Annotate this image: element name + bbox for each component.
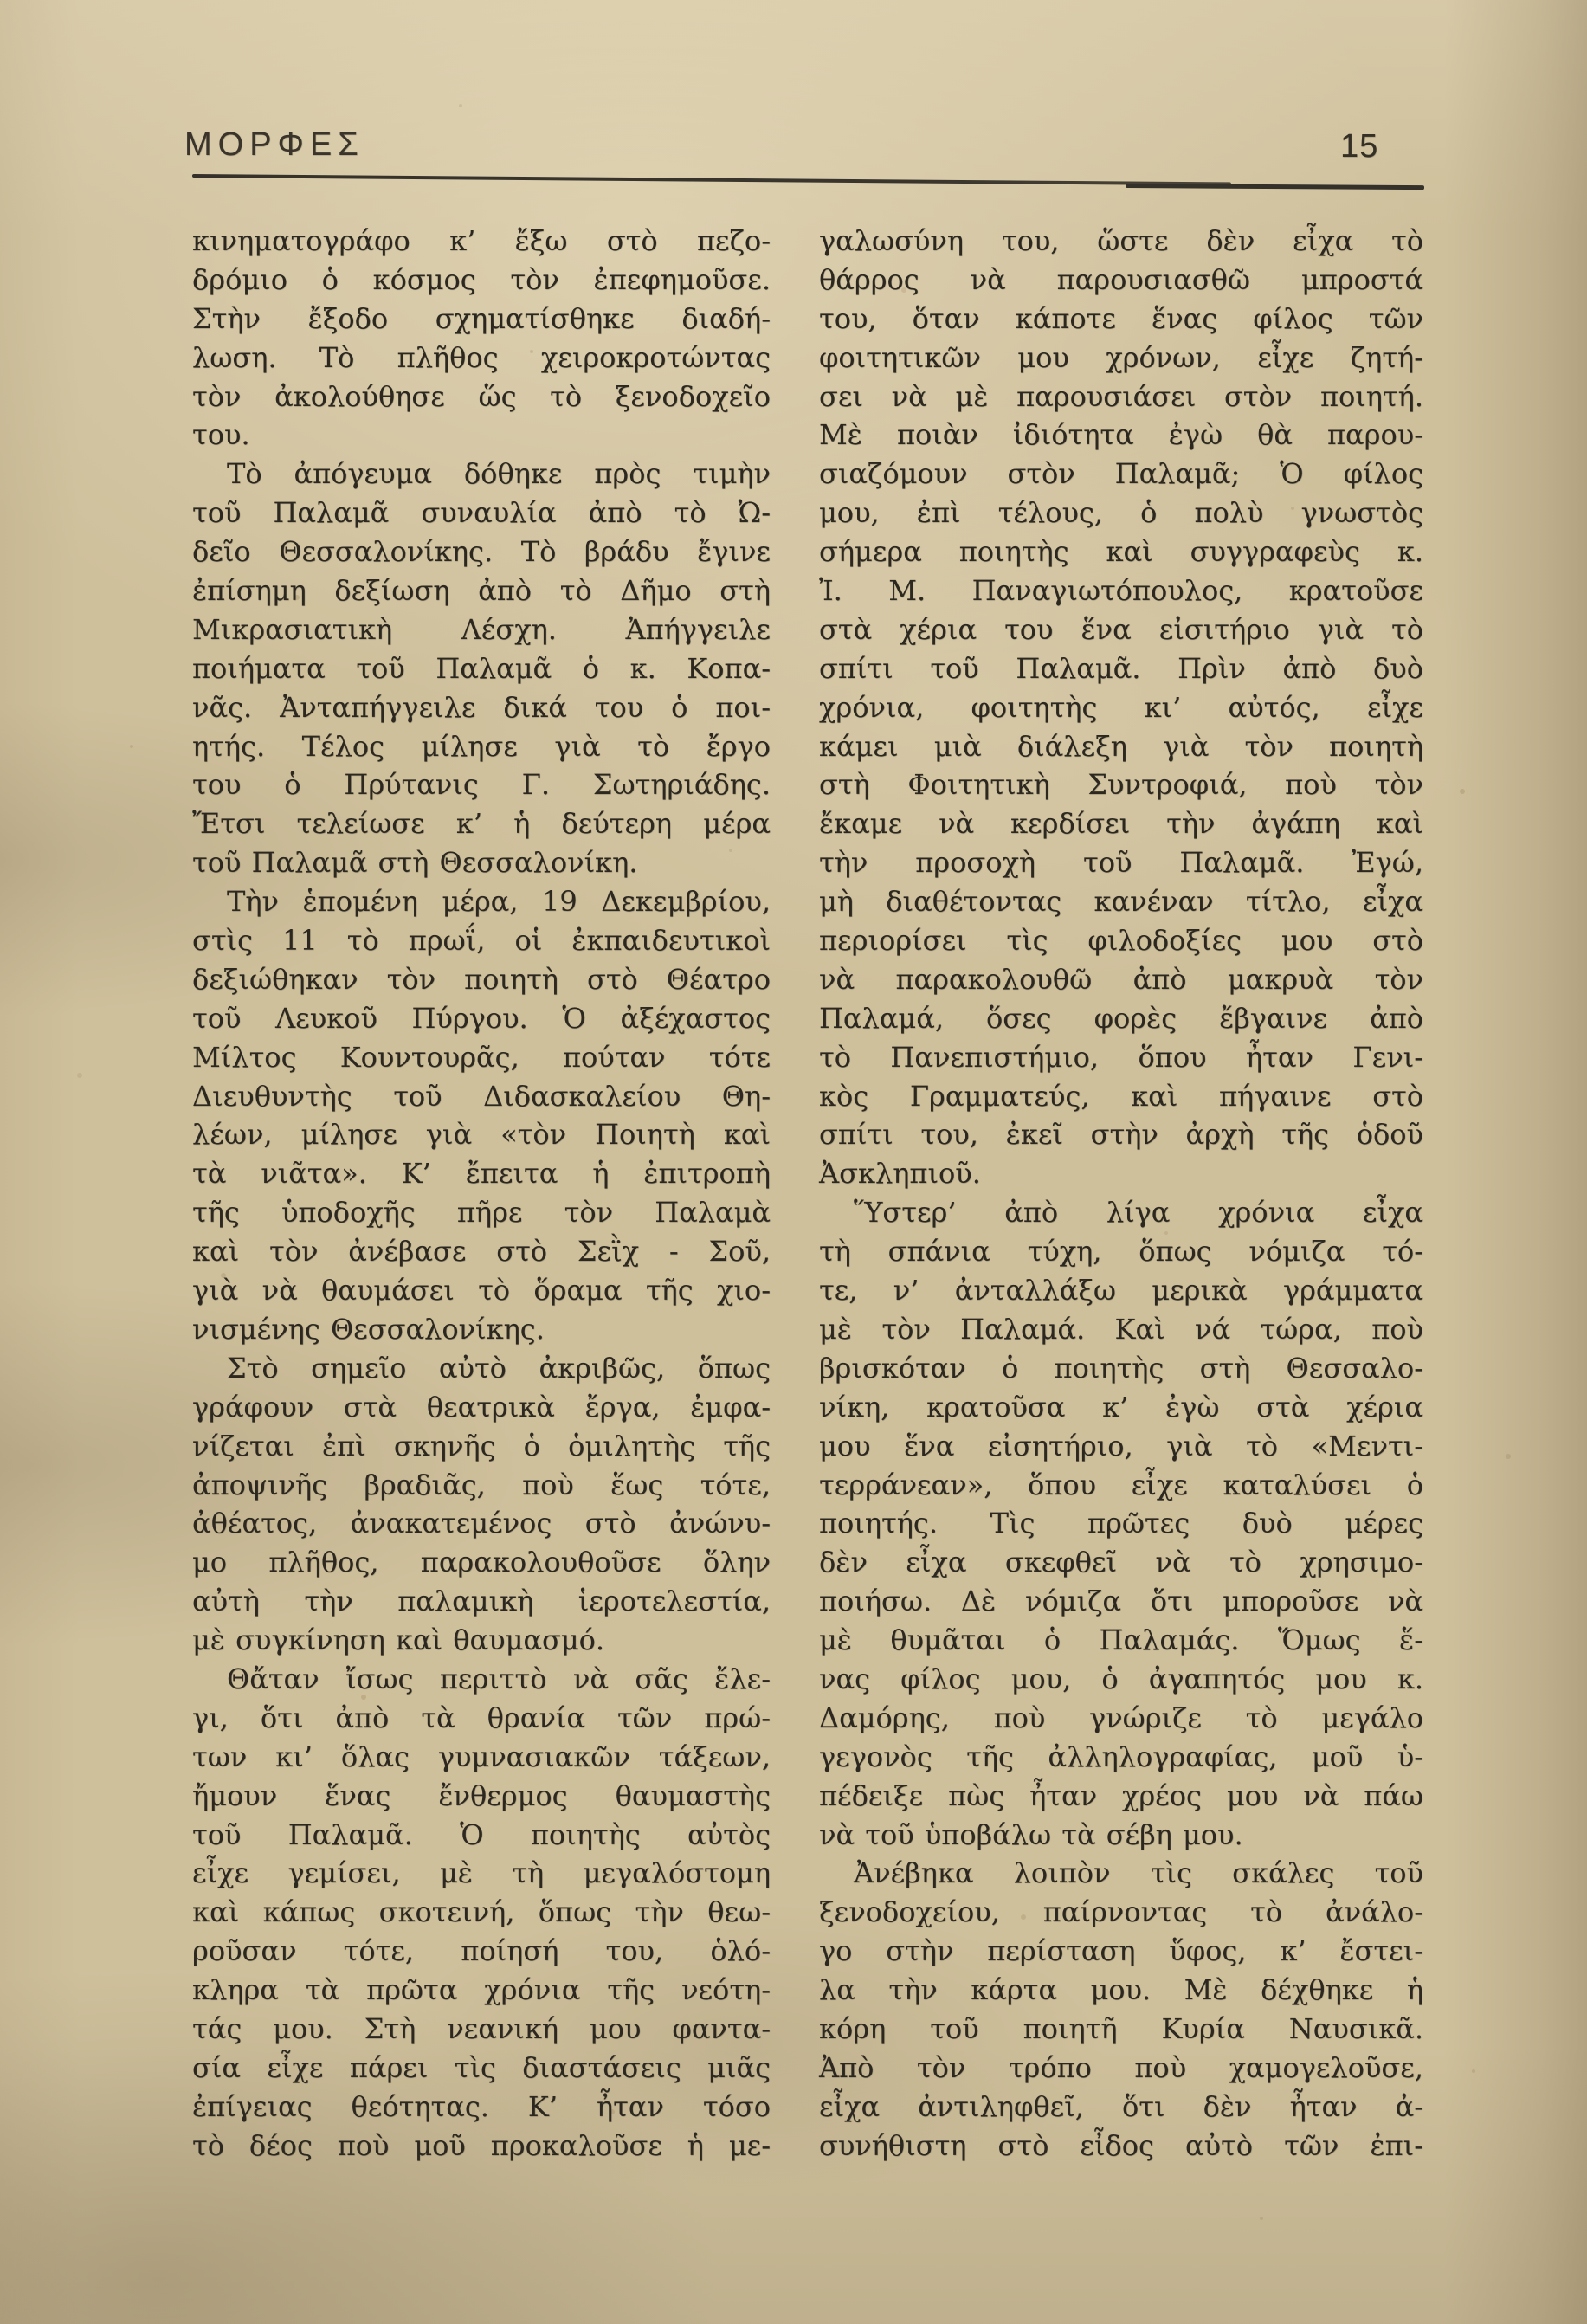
text-line: τὴν προσοχὴ τοῦ Παλαμᾶ. Ἐγώ,: [819, 846, 1423, 880]
text-line: γαλωσύνη του, ὥστε δὲν εἶχα τὸ: [819, 224, 1423, 257]
text-line: δεῖο Θεσσαλονίκης. Τὸ βράδυ ἔγινε: [192, 535, 771, 569]
text-line: ἤμουν ἕνας ἔνθερμος θαυμαστὴς: [192, 1779, 771, 1812]
text-line: γο στὴν περίσταση ὕφος, κ’ ἔστει-: [819, 1934, 1423, 1968]
text-line: Τὴν ἑπομένη μέρα, 19 Δεκεμβρίου,: [227, 885, 771, 919]
text-line: Ἰ. Μ. Παναγιωτόπουλος, κρατοῦσε: [819, 574, 1423, 608]
text-line: των κι’ ὅλας γυμνασιακῶν τάξεων,: [192, 1740, 771, 1773]
text-line: θάρρος νὰ παρουσιασθῶ μπροστά: [819, 262, 1423, 296]
text-line: πέδειξε πὼς ἦταν χρέος μου νὰ πάω: [819, 1779, 1423, 1812]
text-line: Ἔτσι τελείωσε κ’ ἡ δεύτερη μέρα: [192, 807, 771, 841]
text-line: Ὕστερ’ ἀπὸ λίγα χρόνια εἶχα: [854, 1196, 1423, 1230]
text-line: μὲ συγκίνηση καὶ θαυμασμό.: [192, 1624, 605, 1657]
text-line: ἐπίγειας θεότητας. Κ’ ἦταν τόσο: [192, 2089, 771, 2123]
text-line: ἔκαμε νὰ κερδίσει τὴν ἀγάπη καὶ: [819, 807, 1423, 841]
text-line: τὰ νιᾶτα». Κ’ ἔπειτα ἡ ἐπιτροπὴ: [192, 1157, 771, 1191]
text-line: συνήθιστη στὸ εἶδος αὐτὸ τῶν ἐπι-: [819, 2128, 1423, 2162]
text-line: νὰ τοῦ ὑποβάλω τὰ σέβη μου.: [819, 1817, 1243, 1851]
text-line: του.: [192, 418, 250, 452]
text-line: σπίτι του, ἐκεῖ στὴν ἀρχὴ τῆς ὁδοῦ: [819, 1118, 1423, 1152]
text-line: νίζεται ἐπὶ σκηνῆς ὁ ὁμιλητὴς τῆς: [192, 1429, 771, 1462]
text-line: κληρα τὰ πρῶτα χρόνια τῆς νεότη-: [192, 1973, 771, 2007]
page-number: 15: [1340, 128, 1379, 165]
text-line: τε, ν’ ἀνταλλάξω μερικὰ γράμματα: [819, 1274, 1423, 1307]
text-line: καὶ τὸν ἀνέβασε στὸ Σεῒχ - Σοῦ,: [192, 1235, 771, 1269]
text-line: σει νὰ μὲ παρουσιάσει στὸν ποιητή.: [819, 379, 1423, 413]
text-line: Τὸ ἀπόγευμα δόθηκε πρὸς τιμὴν: [227, 457, 771, 491]
text-line: στὶς 11 τὸ πρωΐ, οἱ ἐκπαιδευτικοὶ: [192, 924, 771, 958]
right-column: [819, 222, 1423, 2166]
text-line: Ἀνέβηκα λοιπὸν τὶς σκάλες τοῦ: [854, 1856, 1423, 1890]
text-line: ἀθέατος, ἀνακατεμένος στὸ ἀνώνυ-: [192, 1507, 771, 1540]
text-line: λα τὴν κάρτα μου. Μὲ δέχθηκε ἡ: [819, 1973, 1423, 2007]
text-line: νισμένης Θεσσαλονίκης.: [192, 1312, 545, 1346]
header-rule-segment: [1126, 184, 1424, 190]
text-line: αὐτὴ τὴν παλαμικὴ ἱεροτελεστία,: [192, 1585, 771, 1618]
text-line: ποιήσω. Δὲ νόμιζα ὅτι μποροῦσε νὰ: [819, 1585, 1423, 1618]
text-line: μὲ θυμᾶται ὁ Παλαμάς. Ὅμως ἕ-: [819, 1624, 1423, 1657]
text-line: δὲν εἶχα σκεφθεῖ νὰ τὸ χρησιμο-: [819, 1546, 1423, 1579]
text-line: μο πλῆθος, παρακολουθοῦσε ὅλην: [192, 1546, 771, 1579]
text-line: ἐπίσημη δεξίωση ἀπὸ τὸ Δῆμο στὴ: [192, 574, 771, 608]
text-line: μου ἕνα εἰσητήριο, γιὰ τὸ «Μεντι-: [819, 1429, 1423, 1462]
text-line: δρόμιο ὁ κόσμος τὸν ἐπεφημοῦσε.: [192, 262, 771, 296]
text-line: μὲ τὸν Παλαμά. Καὶ νά τώρα, ποὺ: [819, 1312, 1423, 1346]
text-line: χρόνια, φοιτητὴς κι’ αὐτός, εἶχε: [819, 690, 1423, 724]
text-line: νίκη, κρατοῦσα κ’ ἐγὼ στὰ χέρια: [819, 1390, 1423, 1423]
text-line: τῆς ὑποδοχῆς πῆρε τὸν Παλαμὰ: [192, 1196, 771, 1230]
text-line: κάμει μιὰ διάλεξη γιὰ τὸν ποιητὴ: [819, 729, 1423, 763]
text-line: βρισκόταν ὁ ποιητὴς στὴ Θεσσαλο-: [819, 1351, 1423, 1385]
text-line: νὰ παρακολουθῶ ἀπὸ μακρυὰ τὸν: [819, 962, 1423, 996]
header-rule: [192, 174, 1231, 185]
text-line: τοῦ Παλαμᾶ συναυλία ἀπὸ τὸ Ὠ-: [192, 496, 771, 530]
paper-foxing-specks: [0, 0, 3, 3]
text-line: καὶ κάπως σκοτεινή, ὅπως τὴν θεω-: [192, 1895, 771, 1929]
text-line: σία εἶχε πάρει τὶς διαστάσεις μιᾶς: [192, 2050, 771, 2084]
text-line: κὸς Γραμματεύς, καὶ πήγαινε στὸ: [819, 1079, 1423, 1113]
text-line: κινηματογράφο κ’ ἔξω στὸ πεζο-: [192, 224, 771, 257]
text-line: γράφουν στὰ θεατρικὰ ἔργα, ἐμφα-: [192, 1390, 771, 1423]
text-line: σιαζόμουν στὸν Παλαμᾶ; Ὁ φίλος: [819, 457, 1423, 491]
text-line: του ὁ Πρύτανις Γ. Σωτηριάδης.: [192, 768, 771, 802]
text-line: τὸ δέος ποὺ μοῦ προκαλοῦσε ἡ με-: [192, 2128, 771, 2162]
text-line: τοῦ Παλαμᾶ. Ὁ ποιητὴς αὐτὸς: [192, 1817, 771, 1851]
text-line: ξενοδοχείου, παίρνοντας τὸ ἀνάλο-: [819, 1895, 1423, 1929]
text-line: εἶχε γεμίσει, μὲ τὴ μεγαλόστομη: [192, 1856, 771, 1890]
text-line: ποιήματα τοῦ Παλαμᾶ ὁ κ. Κοπα-: [192, 651, 771, 685]
text-line: φοιτητικῶν μου χρόνων, εἶχε ζητή-: [819, 340, 1423, 374]
text-line: ροῦσαν τότε, ποίησή του, ὁλό-: [192, 1934, 771, 1968]
text-line: τὴ σπάνια τύχη, ὅπως νόμιζα τό-: [819, 1235, 1423, 1269]
text-line: του, ὅταν κάποτε ἕνας φίλος τῶν: [819, 301, 1423, 335]
text-line: εἶχα ἀντιληφθεῖ, ὅτι δὲν ἦταν ἀ-: [819, 2089, 1423, 2123]
text-line: τοῦ Παλαμᾶ στὴ Θεσσαλονίκη.: [192, 846, 638, 880]
text-line: ποιητής. Τὶς πρῶτες δυὸ μέρες: [819, 1507, 1423, 1540]
text-line: τὸν ἀκολούθησε ὥς τὸ ξενοδοχεῖο: [192, 379, 771, 413]
text-line: λωση. Τὸ πλῆθος χειροκροτώντας: [192, 340, 771, 374]
text-line: Παλαμά, ὅσες φορὲς ἔβγαινε ἀπὸ: [819, 1001, 1423, 1035]
text-line: Μὲ ποιὰν ἰδιότητα ἐγὼ θὰ παρου-: [819, 418, 1423, 452]
left-column: [192, 222, 771, 2166]
text-line: Διευθυντὴς τοῦ Διδασκαλείου Θη-: [192, 1079, 771, 1113]
text-line: ητής. Τέλος μίλησε γιὰ τὸ ἔργο: [192, 729, 771, 763]
text-line: τοῦ Λευκοῦ Πύργου. Ὁ ἀξέχαστος: [192, 1001, 771, 1035]
text-line: μὴ διαθέτοντας κανέναν τίτλο, εἶχα: [819, 885, 1423, 919]
text-line: περιορίσει τὶς φιλοδοξίες μου στὸ: [819, 924, 1423, 958]
text-line: στὰ χέρια του ἕνα εἰσιτήριο γιὰ τὸ: [819, 612, 1423, 646]
text-line: Μικρασιατικὴ Λέσχη. Ἀπήγγειλε: [192, 612, 771, 646]
text-line: τὸ Πανεπιστήμιο, ὅπου ἦταν Γενι-: [819, 1040, 1423, 1074]
text-line: γιὰ νὰ θαυμάσει τὸ ὅραμα τῆς χιο-: [192, 1274, 771, 1307]
text-line: στὴ Φοιτητικὴ Συντροφιά, ποὺ τὸν: [819, 768, 1423, 802]
text-line: νας φίλος μου, ὁ ἀγαπητός μου κ.: [819, 1662, 1423, 1695]
text-line: Ἀπὸ τὸν τρόπο ποὺ χαμογελοῦσε,: [819, 2050, 1423, 2084]
text-line: κόρη τοῦ ποιητῆ Κυρία Ναυσικᾶ.: [819, 2011, 1423, 2045]
text-line: Στὸ σημεῖο αὐτὸ ἀκριβῶς, ὅπως: [227, 1351, 771, 1385]
text-line: Στὴν ἔξοδο σχηματίσθηκε διαδή-: [192, 301, 771, 335]
text-line: νᾶς. Ἀνταπήγγειλε δικά του ὁ ποι-: [192, 690, 771, 724]
text-line: Δαμόρης, ποὺ γνώριζε τὸ μεγάλο: [819, 1701, 1423, 1734]
text-line: τερράνεαν», ὅπου εἶχε καταλύσει ὁ: [819, 1468, 1423, 1501]
text-line: γι, ὅτι ἀπὸ τὰ θρανία τῶν πρώ-: [192, 1701, 771, 1734]
text-line: σπίτι τοῦ Παλαμᾶ. Πρὶν ἀπὸ δυὸ: [819, 651, 1423, 685]
text-line: ἀποψινῆς βραδιᾶς, ποὺ ἕως τότε,: [192, 1468, 771, 1501]
text-line: σήμερα ποιητὴς καὶ συγγραφεὺς κ.: [819, 535, 1423, 569]
text-line: τάς μου. Στὴ νεανική μου φαντα-: [192, 2011, 771, 2045]
text-line: Ἀσκληπιοῦ.: [819, 1157, 981, 1191]
text-line: Θἄταν ἴσως περιττὸ νὰ σᾶς ἔλε-: [227, 1662, 771, 1695]
text-line: γεγονὸς τῆς ἀλληλογραφίας, μοῦ ὑ-: [819, 1740, 1423, 1773]
text-line: μου, ἐπὶ τέλους, ὁ πολὺ γνωστὸς: [819, 496, 1423, 530]
text-line: δεξιώθηκαν τὸν ποιητὴ στὸ Θέατρο: [192, 962, 771, 996]
magazine-title: ΜΟΡΦΕΣ: [184, 126, 364, 163]
text-line: λέων, μίλησε γιὰ «τὸν Ποιητὴ καὶ: [192, 1118, 771, 1152]
text-line: Μίλτος Κουντουρᾶς, πούταν τότε: [192, 1040, 771, 1074]
